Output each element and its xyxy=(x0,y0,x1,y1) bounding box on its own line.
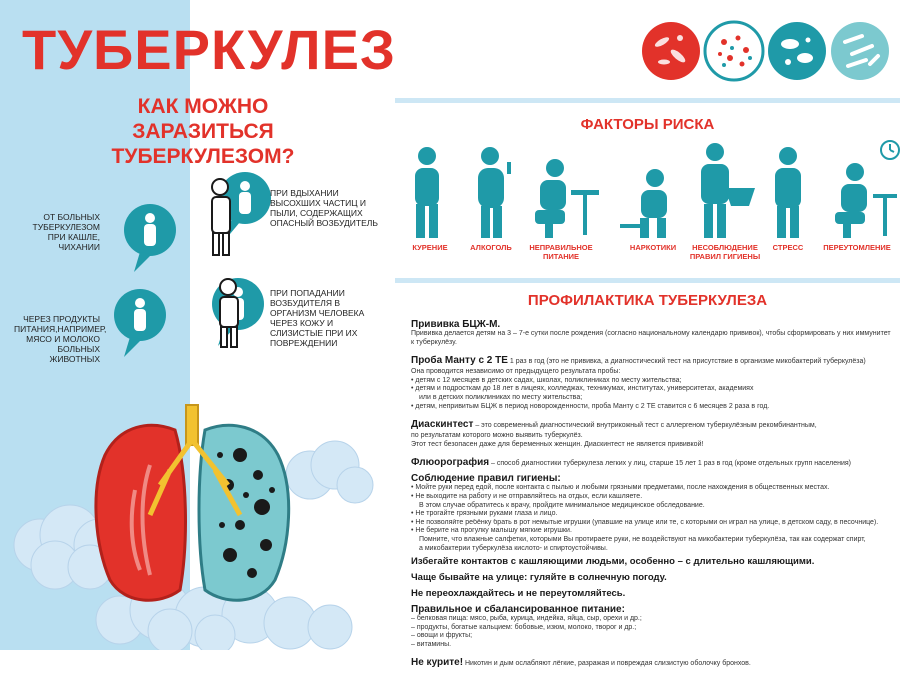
hygiene-line-2: • Не выходите на работу и не отправляйтесь на отдых, если кашляете. xyxy=(411,492,643,500)
main-title: ТУБЕРКУЛЕЗ xyxy=(22,18,396,81)
lungs-illustration xyxy=(0,395,390,650)
prevention-title: ПРОФИЛАКТИКА ТУБЕРКУЛЕЗА xyxy=(527,292,768,309)
risk-label-overwork: ПЕРЕУТОМЛЕНИЕ xyxy=(823,243,891,252)
risk-labels xyxy=(395,243,900,267)
band-top xyxy=(395,98,900,103)
diaskin-line-2: по результатам которого можно выявить туберкулёз. xyxy=(411,432,583,440)
hygiene-line-7: Помните, что влажные салфетки, которыми Вы протираете руки, не воздействуют на микобактерии туберкулёза, так как содержат спирт, xyxy=(419,535,866,543)
hygiene-heading: Соблюдение правил гигиены: xyxy=(411,473,561,485)
risk-label-nutrition: НЕПРАВИЛЬНОЕ ПИТАНИЕ xyxy=(529,243,593,261)
mantoux-line-3: • детям и подросткам до 18 лет в лицеях, колледжах, техникумах, институтах, университетах, академиях xyxy=(411,385,754,393)
way-skin-text: ПРИ ПОПАДАНИИ ВОЗБУДИТЕЛЯ В ОРГАНИЗМ ЧЕЛОВЕКА ЧЕРЕЗ КОЖУ И СЛИЗИСТЫЕ ПРИ ИХ ПОВРЕЖДЕНИИ xyxy=(270,288,365,348)
avoid-contacts: Избегайте контактов с кашляющими людьми, особенно – с длительно кашляющими. xyxy=(411,556,815,568)
risk-title: ФАКТОРЫ РИСКА xyxy=(580,116,715,133)
fluoro-text: – способ диагностики туберкулеза легких у лиц, старше 15 лет 1 раз в год (кроме отдельных групп населения) xyxy=(489,460,852,468)
way-cough-text: ОТ БОЛЬНЫХ ТУБЕРКУЛЕЗОМ ПРИ КАШЛЕ, ЧИХАНИИ xyxy=(32,212,100,252)
risk-label-hygiene: НЕСОБЛЮДЕНИЕ ПРАВИЛ ГИГИЕНЫ xyxy=(689,243,761,261)
question-heading: КАК МОЖНО ЗАРАЗИТЬСЯ ТУБЕРКУЛЕЗОМ? xyxy=(111,95,295,168)
risk-figures xyxy=(395,138,900,243)
diaskin-line-1: – это современный диагностический внутрикожный тест с аллергеном туберкулёзным рекомбинантным, xyxy=(473,422,817,430)
hygiene-line-5: • Не позволяйте ребёнку брать в рот немытые игрушки (упавшие на улице или те, с которыми он играл на улице, в детском саду, в песочнице). xyxy=(411,518,879,526)
mantoux-line-5: • детям, непривитым БЦЖ в период новорожденности, проба Манту с 2 ТЕ ставится с 6 месяцев 2 раза в год. xyxy=(411,402,770,410)
nutrition-line-4: – витамины. xyxy=(411,640,452,648)
band-middle xyxy=(395,278,900,283)
mantoux-line-1: Она проводится независимо от предыдущего результата пробы: xyxy=(411,368,621,376)
mantoux-heading-note: 1 раз в год (это не прививка, а диагностический тест на присутствие в организме микобактерий туберкулёза) xyxy=(507,358,866,366)
nutrition-line-2: – продукты, богатые кальцием: бобовые, изюм, молоко, творог и др.; xyxy=(411,623,637,631)
nutrition-line-1: – белковая пища: мясо, рыба, курица, индейка, яйца, сыр, орехи и др.; xyxy=(411,615,642,623)
bcg-heading: Прививка БЦЖ-М. xyxy=(411,319,501,330)
mantoux-line-4: или в детских поликлиниках по месту жительства; xyxy=(419,393,583,401)
rest-advice: Не переохлаждайтесь и не переутомляйтесь. xyxy=(411,588,626,600)
clock-icon xyxy=(881,141,899,159)
fluoro-heading: Флюорография xyxy=(411,457,490,469)
no-smoking-heading: Не курите! xyxy=(411,657,464,669)
hygiene-line-3: В этом случае обратитесь к врачу, пройдите минимальное медицинское обследование. xyxy=(419,501,705,509)
microbe-icons xyxy=(640,20,890,82)
microbe-red-icon xyxy=(642,22,700,80)
diaskin-line-3: Этот тест безопасен даже для беременных женщин. Диаскинтест не является прививкой! xyxy=(411,440,704,448)
hygiene-line-4: • Не трогайте грязными руками глаза и лицо. xyxy=(411,510,558,518)
mantoux-line-2: • детям с 12 месяцев в детских садах, школах, поликлиниках по месту жительства; xyxy=(411,376,682,384)
bcg-text: Прививка делается детям на 3 – 7-е сутки после рождения (согласно национальному календарю прививок), чтобы сформировать у них иммунитет к туберкулёзу. xyxy=(411,330,891,346)
risk-label-alcohol: АЛКОГОЛЬ xyxy=(470,243,512,252)
microbe-pink-icon xyxy=(705,22,763,80)
microbe-light-icon xyxy=(831,22,889,80)
nutrition-heading: Правильное и сбалансированное питание: xyxy=(411,604,625,616)
hygiene-line-8: а микобактерии туберкулёза кислото- и спиртоустойчивы. xyxy=(419,544,608,552)
risk-label-stress: СТРЕСС xyxy=(772,243,804,252)
microbe-teal-icon xyxy=(768,22,826,80)
way-dust-text: ПРИ ВДЫХАНИИ ВЫСОХШИХ ЧАСТИЦ И ПЫЛИ, СОДЕРЖАЩИХ ОПАСНЫЙ ВОЗБУДИТЕЛЬ xyxy=(270,188,378,228)
mantoux-heading: Проба Манту с 2 ТЕ xyxy=(411,355,508,367)
no-smoking-text: Никотин и дым ослабляют лёгкие, разражая и повреждая слизистую оболочку бронхов. xyxy=(463,660,751,668)
risk-label-smoking: КУРЕНИЕ xyxy=(412,243,448,252)
prevention-text xyxy=(411,319,891,673)
diaskin-heading: Диаскинтест xyxy=(411,419,474,431)
go-outside: Чаще бывайте на улице: гуляйте в солнечную погоду. xyxy=(411,572,667,584)
nutrition-line-3: – овощи и фрукты; xyxy=(411,632,473,640)
hygiene-line-1: • Мойте руки перед едой, после контакта с пылью и любыми грязными предметами, после нахождения в общественных местах. xyxy=(411,484,830,492)
risk-label-drugs: НАРКОТИКИ xyxy=(629,243,677,252)
hygiene-line-6: • Не берите на прогулку малышу мягкие игрушки. xyxy=(411,527,572,535)
way-food-text: ЧЕРЕЗ ПРОДУКТЫ ПИТАНИЯ,НАПРИМЕР, МЯСО И МОЛОКО БОЛЬНЫХ ЖИВОТНЫХ xyxy=(14,314,107,364)
standing-figures xyxy=(140,175,250,350)
